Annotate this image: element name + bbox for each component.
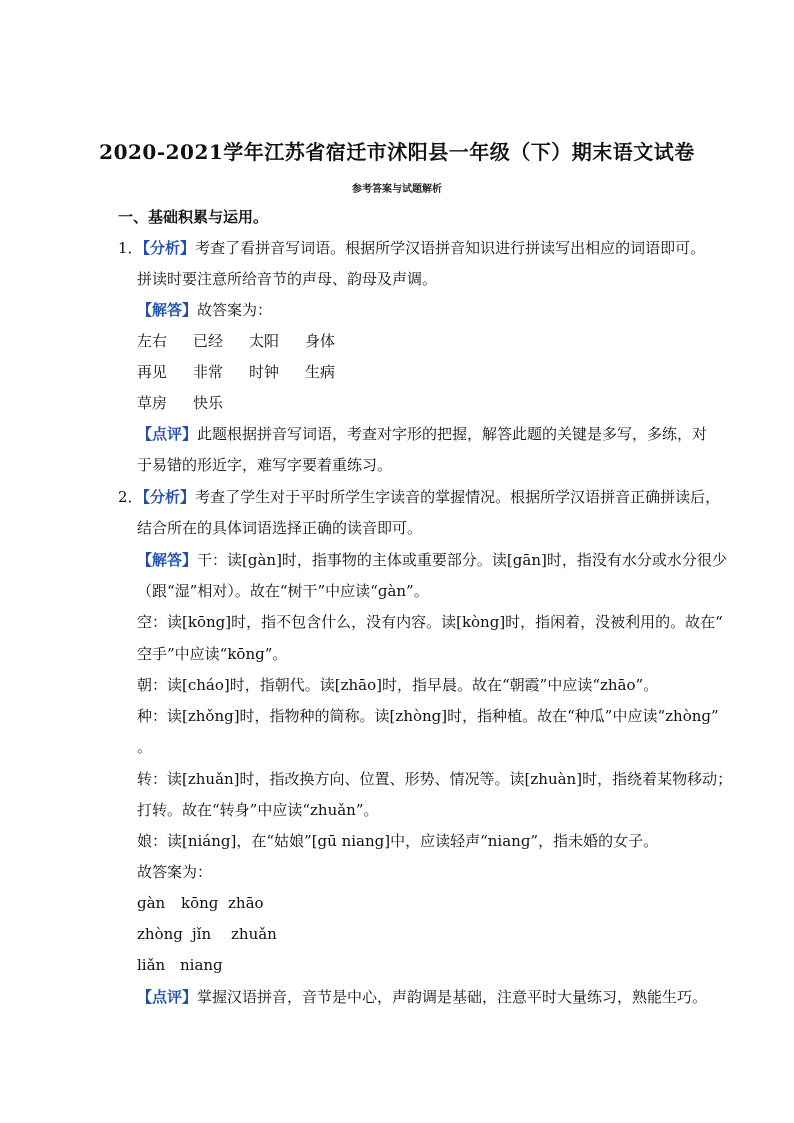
- q1-word: 草房: [137, 394, 168, 412]
- q2-number: 2．: [118, 488, 143, 506]
- section-heading: 一、基础积累与运用。: [118, 208, 269, 226]
- q2-kong-line-2: 空手”中应读“kōnɡ”。: [137, 645, 288, 663]
- page-subtitle: 参考答案与试题解析: [352, 184, 442, 195]
- q1-comment-tag: 【点评】: [137, 425, 198, 443]
- q1-word: 生病: [305, 363, 336, 381]
- q2-pinyin-row-2: [137, 924, 277, 944]
- q1-word: 左右: [137, 332, 168, 350]
- q1-analysis-text-1: 考查了看拼音写词语。根据所学汉语拼音知识进行拼读写出相应的词语即可。: [195, 239, 706, 257]
- q2-zhuan-line-2: 打转。故在“转身”中应读“zhuǎn”。: [137, 801, 379, 819]
- q1-words-row-1: [137, 331, 361, 351]
- q1-word: 非常: [193, 363, 224, 381]
- q2-answer-intro: 故答案为：: [137, 863, 213, 881]
- page-title: 2020-2021学年江苏省宿迁市沭阳县一年级（下）期末语文试卷: [99, 140, 695, 164]
- q1-words-row-3: [137, 393, 249, 413]
- q1-answer-tag: 【解答】: [137, 301, 198, 319]
- q1-comment-line-2: 于易错的形近字，难写字要着重练习。: [137, 456, 393, 474]
- q2-zhong-line-1: 种：读[zhǒng]时，指物种的简称。读[zhòng]时，指种植。故在“种瓜”中应读“zhònɡ”: [137, 707, 719, 725]
- q2-gan-line-1: [137, 550, 727, 570]
- q1-comment-line-1: [137, 424, 707, 444]
- q2-niang-line: 娘：读[niáng]，在“姑娘”[gū niang]中，应读轻声“nianɡ”，指未婚的女子。: [137, 832, 659, 850]
- q2-kong-line-1: 空：读[kōng]时，指不包含什么，没有内容。读[kòng]时，指闲着，没被利用的。故在“: [137, 613, 723, 631]
- q1-answer-intro: 故答案为：: [197, 301, 273, 319]
- q2-pinyin: kōnɡ: [181, 894, 219, 912]
- q2-pinyin-row-1: [137, 893, 264, 913]
- q2-comment-line: [137, 987, 707, 1007]
- q1-word: 太阳: [249, 332, 280, 350]
- q2-pinyin: jǐn: [192, 925, 212, 943]
- q2-pinyin: nianɡ: [180, 956, 223, 974]
- q2-pinyin: zhuǎn: [231, 925, 277, 943]
- q2-pinyin: zhāo: [228, 894, 264, 912]
- q2-pinyin: ɡàn: [137, 894, 166, 912]
- q1-word: 时钟: [249, 363, 280, 381]
- q2-zhao-line: 朝：读[cháo]时，指朝代。读[zhāo]时，指早晨。故在“朝霞”中应读“zhāo”。: [137, 676, 659, 694]
- q1-number: 1．: [118, 239, 143, 257]
- q2-zhuan-line-1: 转：读[zhuǎn]时，指改换方向、位置、形势、情况等。读[zhuàn]时，指绕着某物移动；: [137, 770, 733, 788]
- q2-analysis-text-1: 考查了学生对于平时所学生字读音的掌握情况。根据所学汉语拼音正确拼读后，: [195, 488, 721, 506]
- q1-word: 身体: [305, 332, 336, 350]
- q2-analysis-tag: 【分析】: [142, 488, 196, 506]
- q2-pinyin-row-3: [137, 955, 223, 975]
- q2-comment-tag: 【点评】: [137, 988, 198, 1006]
- q2-analysis-line-2: 结合所在的具体词语选择正确的读音即可。: [137, 519, 423, 537]
- q2-gan-text-1: 干：读[gàn]时，指事物的主体或重要部分。读[gān]时，指没有水分或水分很少: [197, 551, 727, 569]
- q1-words-row-2: [137, 362, 361, 382]
- q2-comment-text: 掌握汉语拼音，音节是中心，声韵调是基础，注意平时大量练习，熟能生巧。: [197, 988, 708, 1006]
- q1-analysis-line-2: 拼读时要注意所给音节的声母、韵母及声调。: [137, 270, 438, 288]
- q1-word: 再见: [137, 363, 168, 381]
- q1-analysis-line-1: [118, 238, 705, 258]
- q1-word: 快乐: [193, 394, 224, 412]
- q2-pinyin: zhònɡ: [137, 925, 183, 943]
- q2-zhong-line-2: 。: [137, 738, 153, 756]
- q2-pinyin: liǎn: [137, 956, 166, 974]
- q2-answer-tag: 【解答】: [137, 551, 198, 569]
- q1-analysis-tag: 【分析】: [142, 239, 196, 257]
- q2-analysis-line-1: [118, 487, 720, 507]
- q1-word: 已经: [193, 332, 224, 350]
- q1-answer-line: [137, 300, 272, 320]
- q1-comment-text-1: 此题根据拼音写词语，考查对字形的把握，解答此题的关键是多写，多练，对: [197, 425, 708, 443]
- q2-gan-line-2: （跟“湿”相对）。故在“树干”中应读“ɡàn”。: [137, 582, 429, 600]
